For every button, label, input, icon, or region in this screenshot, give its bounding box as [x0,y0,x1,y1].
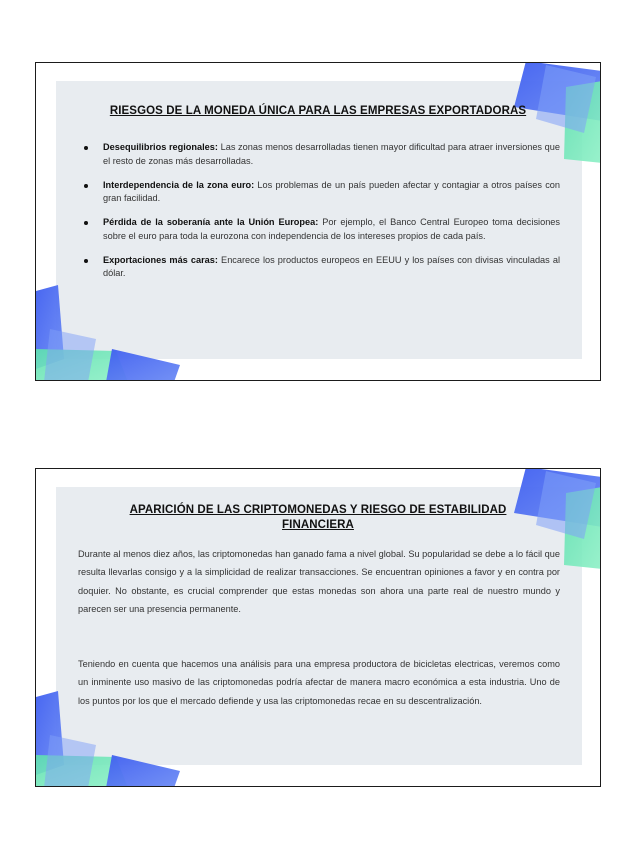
list-item: Desequilibrios regionales: Las zonas menos desarrolladas tienen mayor dificultad para atraer inversiones que el resto de zonas más desarrolladas. [84,141,560,168]
slide-2 [35,468,601,787]
slide-1 [35,62,601,381]
slide-title: RIESGOS DE LA MONEDA ÚNICA PARA LAS EMPRESAS EXPORTADORAS [109,105,527,117]
slide-title: APARICIÓN DE LAS CRIPTOMONEDAS Y RIESGO DE ESTABILIDAD FINANCIERA [129,504,507,531]
paragraph: Durante al menos diez años, las criptomonedas han ganado fama a nivel global. Su popularidad se debe a lo fácil que resulta llevarlas consigo y a la simplicidad de realizar transacciones. Se encuentran opiniones a favor y en contra por doquier. No obstante, es crucial comprender que estas monedas son ahora una parte real de nuestro mundo y parecen ser una presencia permanente. [78,549,560,614]
risk-list [84,141,560,291]
list-item: Interdependencia de la zona euro: Los problemas de un país pueden afectar y contagiar a otros países con gran facilidad. [84,179,560,206]
bullet-icon [84,146,88,150]
bullet-icon [84,184,88,188]
list-item: Exportaciones más caras: Encarece los productos europeos en EEUU y los países con divisas vinculadas al dólar. [84,254,560,281]
bullet-icon [84,259,88,263]
bullet-icon [84,221,88,225]
list-item: Pérdida de la soberanía ante la Unión Europea: Por ejemplo, el Banco Central Europeo toma decisiones sobre el euro para toda la eurozona con independencia de los intereses propios de cada país. [84,216,560,243]
paragraph: Teniendo en cuenta que hacemos una análisis para una empresa productora de bicicletas electricas, veremos como un inminente uso masivo de las criptomonedas podría afectar de manera macro económica a esta industria. Uno de los puntos por los que el mercado defiende y usa las criptomonedas recae en su descentralización. [78,659,560,706]
